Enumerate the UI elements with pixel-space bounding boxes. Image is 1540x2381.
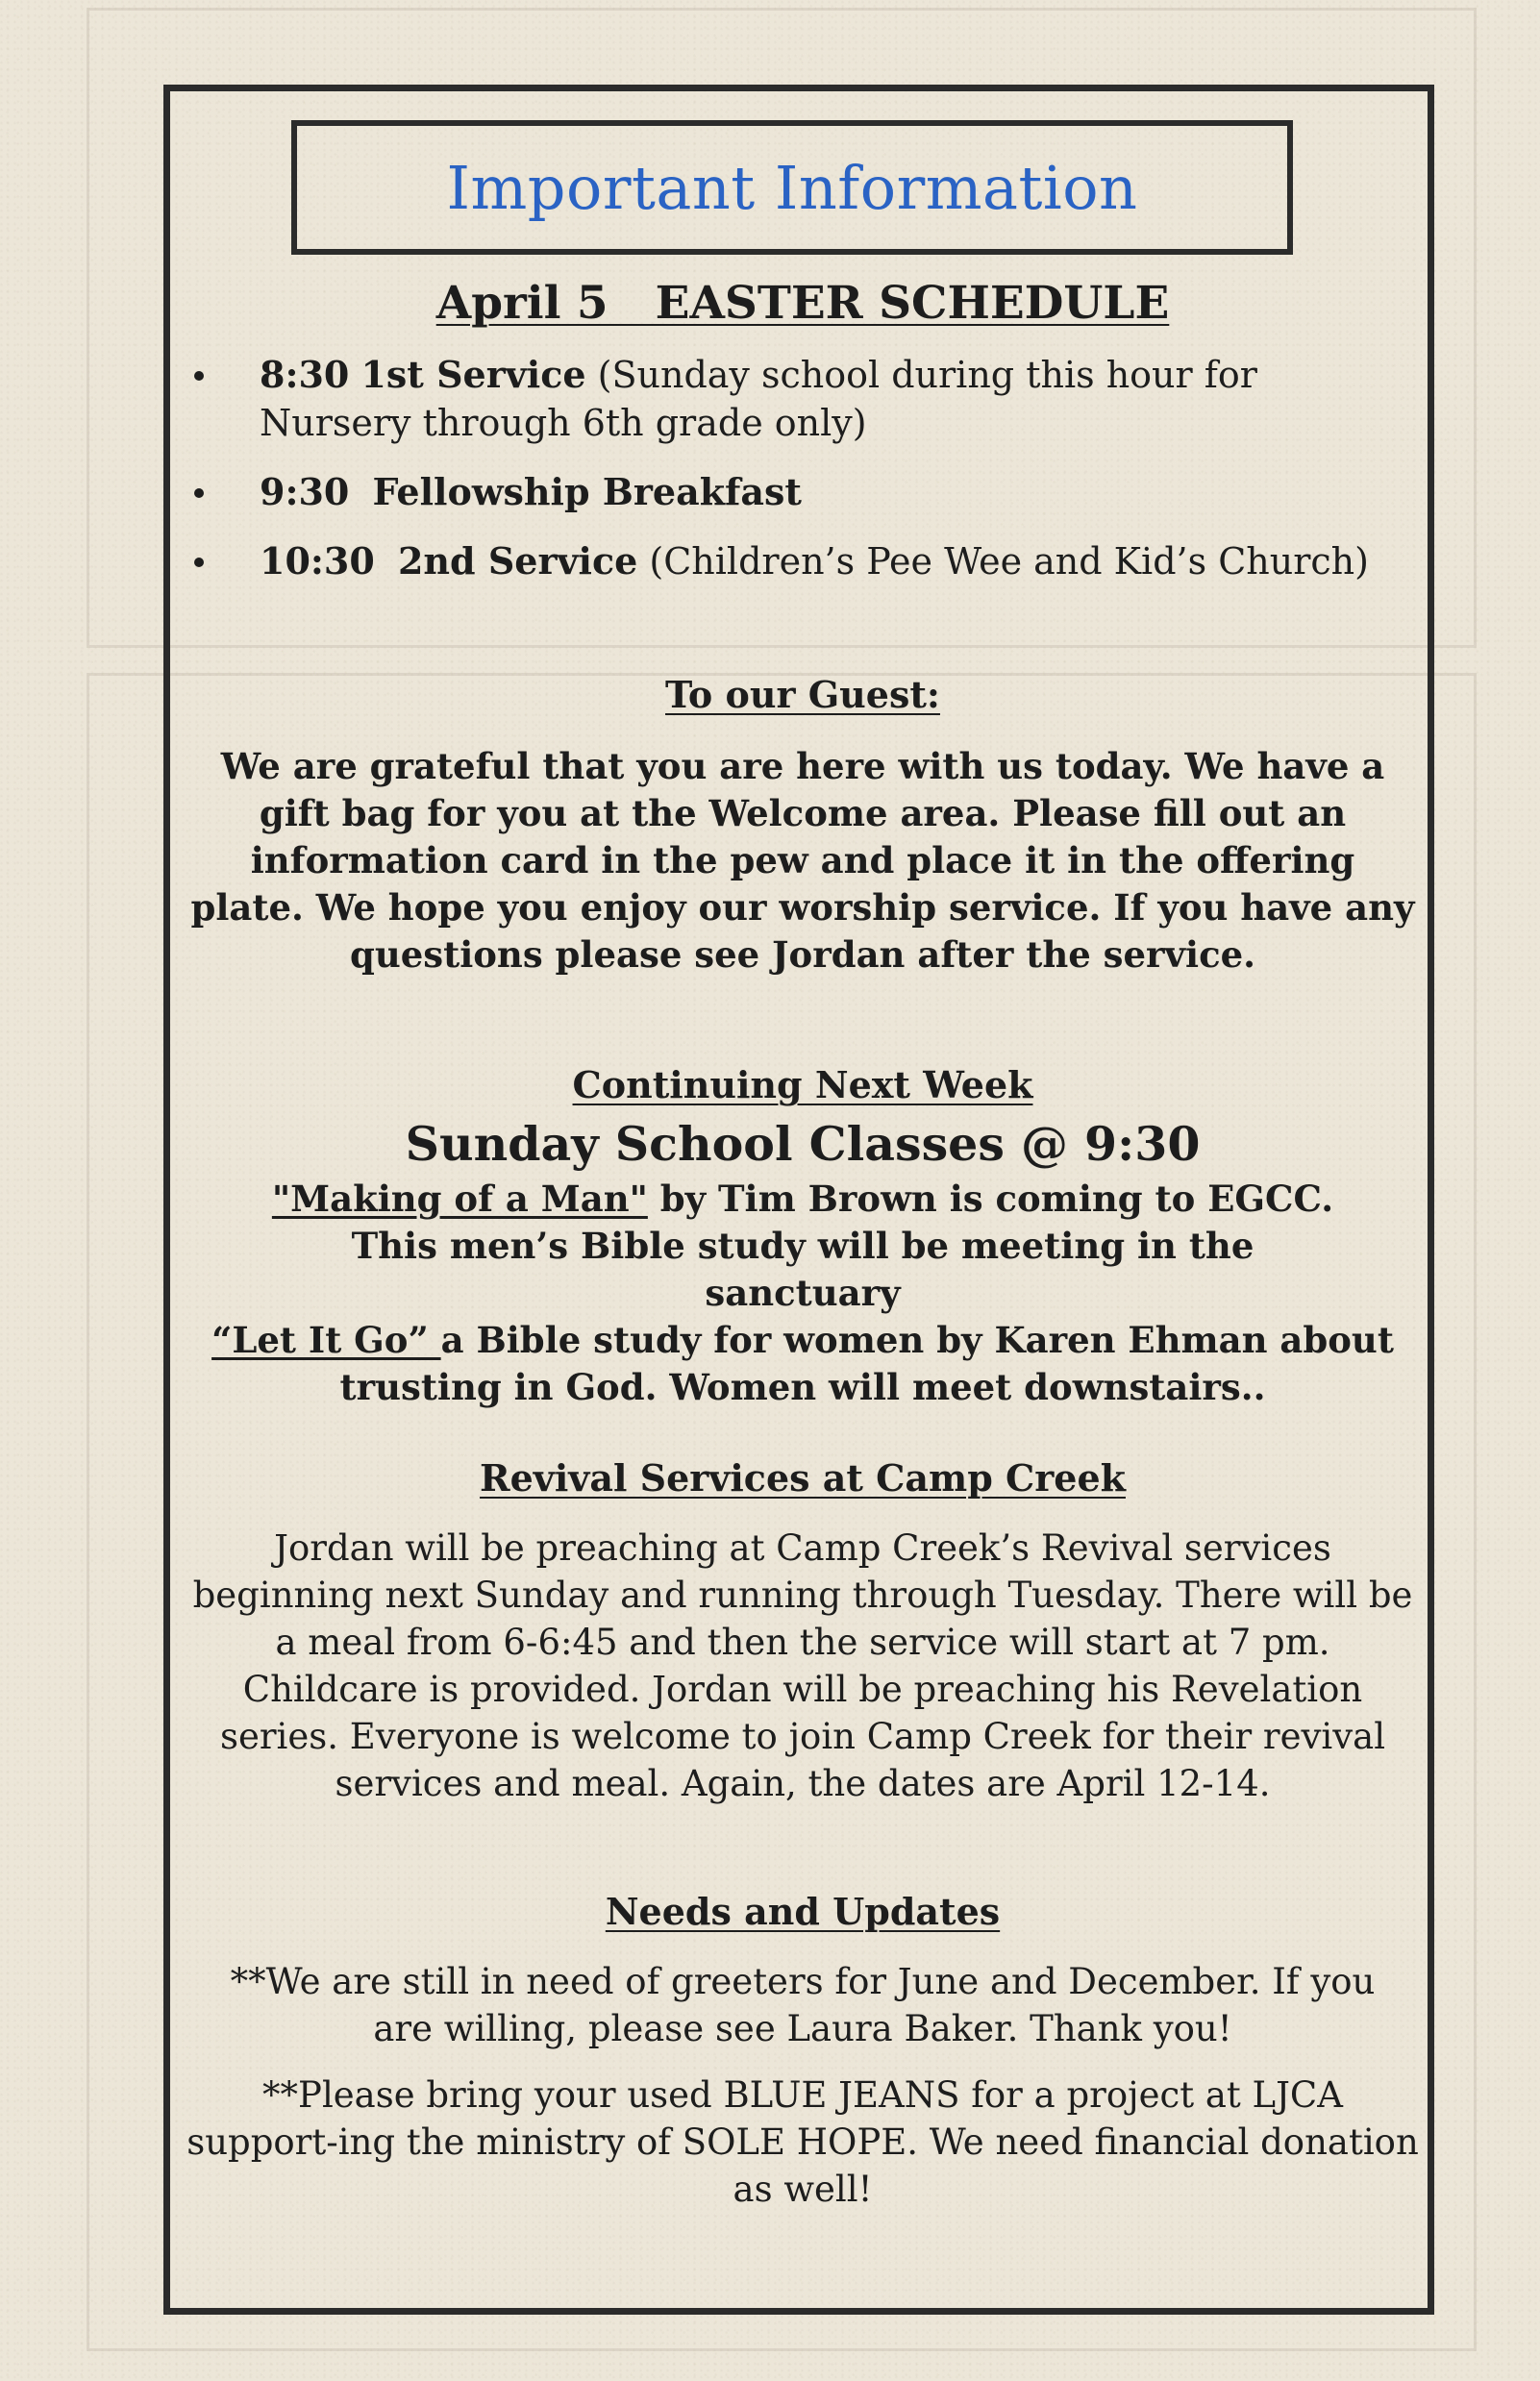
schedule-note: (Children’s Pee Wee and Kid’s Church) — [649, 540, 1369, 583]
needs-greeters: **We are still in need of greeters for June and December. If you are willing, please see Laura Baker. Thank you! — [230, 1961, 1376, 2049]
schedule-time: 10:30 — [260, 539, 375, 583]
list-item — [183, 351, 1413, 447]
schedule-name: 1st Service — [360, 353, 586, 396]
class-one-title: "Making of a Man" — [271, 1178, 648, 1220]
next-week-heading: Continuing Next Week — [572, 1063, 1033, 1106]
title-box — [291, 120, 1293, 255]
page-title: Important Information — [446, 152, 1138, 223]
guest-heading: To our Guest: — [665, 673, 940, 716]
needs-heading: Needs and Updates — [605, 1890, 1001, 1933]
needs-section — [183, 1890, 1423, 2213]
easter-schedule-heading: April 5 EASTER SCHEDULE — [435, 277, 1170, 330]
guest-section — [183, 673, 1423, 979]
revival-section — [183, 1456, 1423, 1807]
bullet-icon — [194, 488, 204, 498]
class-two-description — [183, 1317, 1423, 1411]
schedule-time: 9:30 — [260, 470, 350, 513]
sunday-school-title: Sunday School Classes @ 9:30 — [405, 1116, 1201, 1172]
list-item — [183, 537, 1413, 585]
schedule-name: 2nd Service — [397, 539, 638, 583]
revival-heading: Revival Services at Camp Creek — [480, 1456, 1126, 1500]
easter-schedule-list — [183, 351, 1413, 607]
list-item — [183, 468, 1413, 516]
schedule-time: 8:30 — [260, 353, 350, 396]
class-one-description — [183, 1176, 1423, 1317]
guest-message: We are grateful that you are here with us today. We have a gift bag for you at the Welcome area. Please fill out an information card in the pew and place it in the offering plate. We hope you enjoy our worship service. If you have any questions please see Jordan after the service. — [190, 745, 1415, 976]
revival-message: Jordan will be preaching at Camp Creek’s Revival services beginning next Sunday and running through Tuesday. There will be a meal from 6-6:45 and then the service will start at 7 pm. Childcare is provided. Jordan will be preaching his Revelation series. Everyone is welcome to join Camp Creek for their revival services and meal. Again, the dates are April 12-14. — [192, 1527, 1413, 1804]
easter-heading-section — [183, 277, 1423, 330]
next-week-section — [183, 1063, 1423, 1411]
class-one-text: by Tim Brown is coming to EGCC. This men’s Bible study will be meeting in the sanctuary — [351, 1178, 1334, 1314]
class-two-title: “Let It Go” — [211, 1319, 441, 1361]
bullet-icon — [194, 371, 204, 381]
schedule-note: (Sunday school during this hour for Nursery through 6th grade only) — [260, 354, 1257, 444]
schedule-name: Fellowship Breakfast — [372, 470, 802, 513]
bullet-icon — [194, 558, 204, 567]
class-two-text: a Bible study for women by Karen Ehman about trusting in God. Women will meet downstairs.. — [339, 1319, 1394, 1408]
needs-blue-jeans: **Please bring your used BLUE JEANS for a project at LJCA support-ing the ministry of SOLE HOPE. We need financial donation as well! — [186, 2074, 1419, 2210]
